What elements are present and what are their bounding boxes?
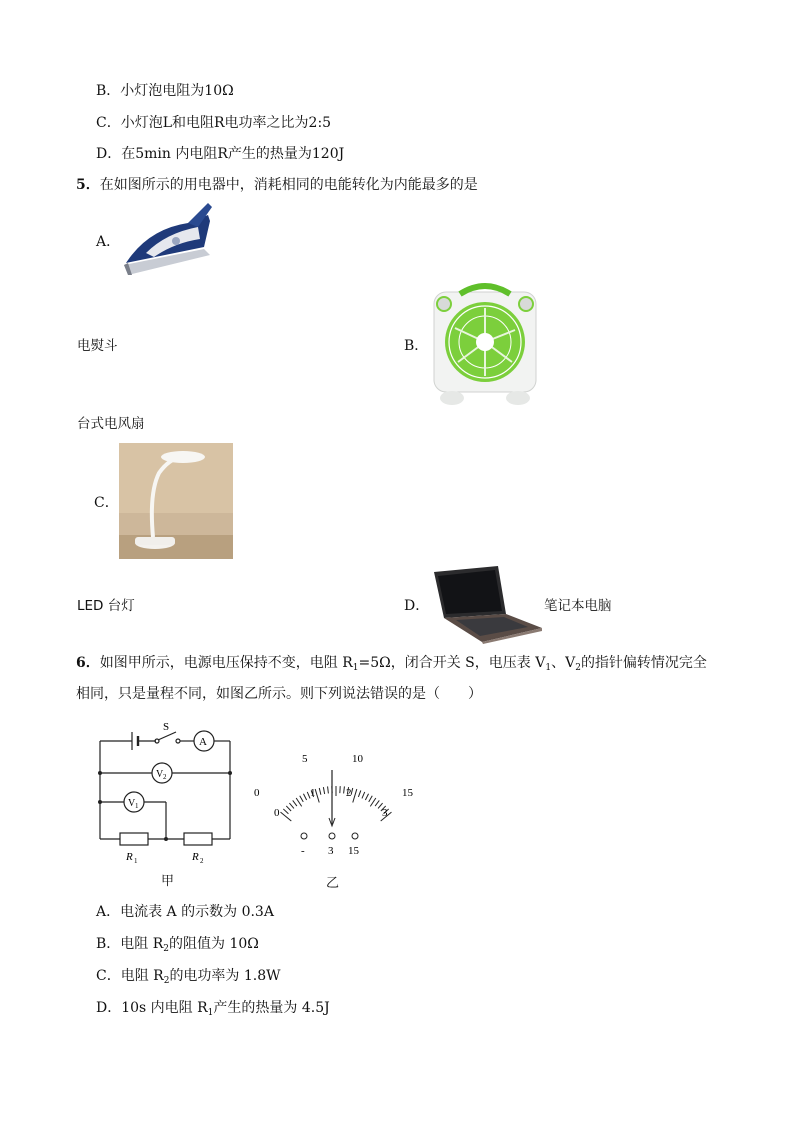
fan-icon	[430, 282, 540, 408]
meter-tick	[370, 798, 376, 806]
iron-icon	[118, 199, 214, 283]
meter-tick	[344, 786, 345, 793]
q5-option-d-name: 笔记本电脑	[544, 598, 612, 614]
q6-option-d	[96, 999, 330, 1017]
r2-label: R	[192, 851, 199, 863]
terminal-neg-label: -	[301, 845, 305, 857]
v2-sub: 2	[163, 773, 167, 781]
r1-sub: 1	[134, 857, 138, 865]
terminal-neg	[301, 833, 307, 839]
upper-scale-0: 0	[254, 787, 260, 799]
q6-option-b-a: B．电阻 R	[96, 936, 164, 952]
meter-tick	[365, 794, 368, 800]
laptop-icon	[430, 566, 544, 644]
meter-tick	[375, 800, 379, 806]
v1-label: V	[128, 798, 136, 809]
q6-option-d-b: 产生的热量为 4.5J	[213, 1000, 330, 1016]
voltmeter-dial	[248, 748, 424, 862]
meter-tick	[323, 787, 324, 794]
q6-option-c-sub: 2	[163, 976, 170, 986]
q6-stem-b: =5Ω，闭合开关 S，电压表 V	[358, 655, 546, 671]
q6-stem-c: 、V	[551, 655, 576, 671]
q5-stem	[76, 176, 478, 194]
figure-jia-caption: 甲	[161, 873, 175, 888]
v2-label: V	[156, 769, 164, 780]
meter-tick	[303, 794, 306, 800]
q6-stem-sub-v1: 1	[545, 663, 552, 673]
lower-scale-0: 0	[274, 807, 280, 819]
q6-stem-a: 如图甲所示，电源电压保持不变，电阻 R	[99, 655, 353, 671]
circuit-diagram	[92, 716, 242, 866]
q6-option-d-sub: 1	[207, 1008, 214, 1018]
q5-stem-text: 在如图所示的用电器中，消耗相同的电能转化为内能最多的是	[99, 177, 478, 193]
q6-stem-d: 的指针偏转情况完全	[580, 655, 707, 671]
meter-tick	[315, 789, 319, 802]
r1-label: R	[126, 851, 133, 863]
meter-tick	[319, 788, 321, 795]
meter-tick	[289, 803, 294, 808]
terminal-15-label: 15	[348, 845, 359, 857]
upper-scale-10: 10	[352, 753, 363, 765]
meter-tick	[286, 806, 291, 811]
q4-option-d: D．在5min 内电阻R产生的热量为120J	[96, 146, 345, 162]
q4-option-c: C．小灯泡L和电阻R电功率之比为2:5	[96, 115, 332, 131]
q5-option-c-letter: C．	[94, 495, 119, 511]
meter-tick	[358, 790, 360, 797]
ammeter-label: A	[199, 736, 207, 748]
terminal-3-label: 3	[328, 845, 334, 857]
q6-option-d-a: D．10s 内电阻 R	[96, 1000, 208, 1016]
lower-scale-3: 3	[382, 807, 388, 819]
r2-sub: 2	[200, 857, 204, 865]
meter-tick	[281, 812, 292, 821]
meter-tick	[293, 800, 297, 806]
q6-stem-line1	[76, 654, 707, 672]
q5-option-a-letter: A．	[96, 234, 121, 250]
lower-scale-1: 1	[310, 787, 316, 799]
v1-sub: 1	[135, 802, 139, 810]
q5-option-d-letter: D．	[404, 598, 430, 614]
meter-tick	[300, 796, 304, 802]
q6-option-c-b: 的电功率为 1.8W	[169, 968, 281, 984]
meter-tick	[283, 809, 288, 814]
q5-number: 5．	[76, 177, 100, 193]
q6-stem-sub-v2: 2	[575, 663, 581, 673]
q5-option-b-name: 台式电风扇	[77, 416, 145, 432]
q6-option-b-b: 的阻值为 10Ω	[169, 936, 259, 952]
switch-label: S	[163, 721, 170, 733]
q5-option-c-name: LED 台灯	[77, 598, 135, 614]
meter-tick	[362, 792, 365, 798]
q6-option-a: A．电流表 A 的示数为 0.3A	[96, 904, 274, 920]
terminal-3	[329, 833, 335, 839]
meter-tick	[296, 798, 302, 806]
q6-option-c	[96, 967, 281, 985]
q6-number: 6．	[76, 655, 100, 671]
q6-stem-line2: 相同，只是量程不同，如图乙所示。则下列说法错误的是（ ）	[76, 686, 482, 702]
q4-option-b: B．小灯泡电阻为10Ω	[96, 83, 234, 99]
lower-scale-2: 2	[346, 787, 352, 799]
meter-tick	[353, 789, 357, 802]
q6-stem-sub-r1: 1	[352, 663, 359, 673]
terminal-15	[352, 833, 358, 839]
meter-tick	[369, 796, 373, 802]
lamp-icon	[119, 443, 233, 559]
q5-option-a-name: 电熨斗	[77, 338, 118, 354]
upper-scale-15: 15	[402, 787, 413, 799]
q6-option-b-sub: 2	[163, 944, 170, 954]
q5-option-b-letter: B．	[404, 338, 429, 354]
meter-tick	[328, 786, 329, 793]
figure-yi-caption: 乙	[326, 875, 340, 890]
q6-option-c-a: C．电阻 R	[96, 968, 164, 984]
upper-scale-5: 5	[302, 753, 308, 765]
q6-option-b	[96, 935, 259, 953]
